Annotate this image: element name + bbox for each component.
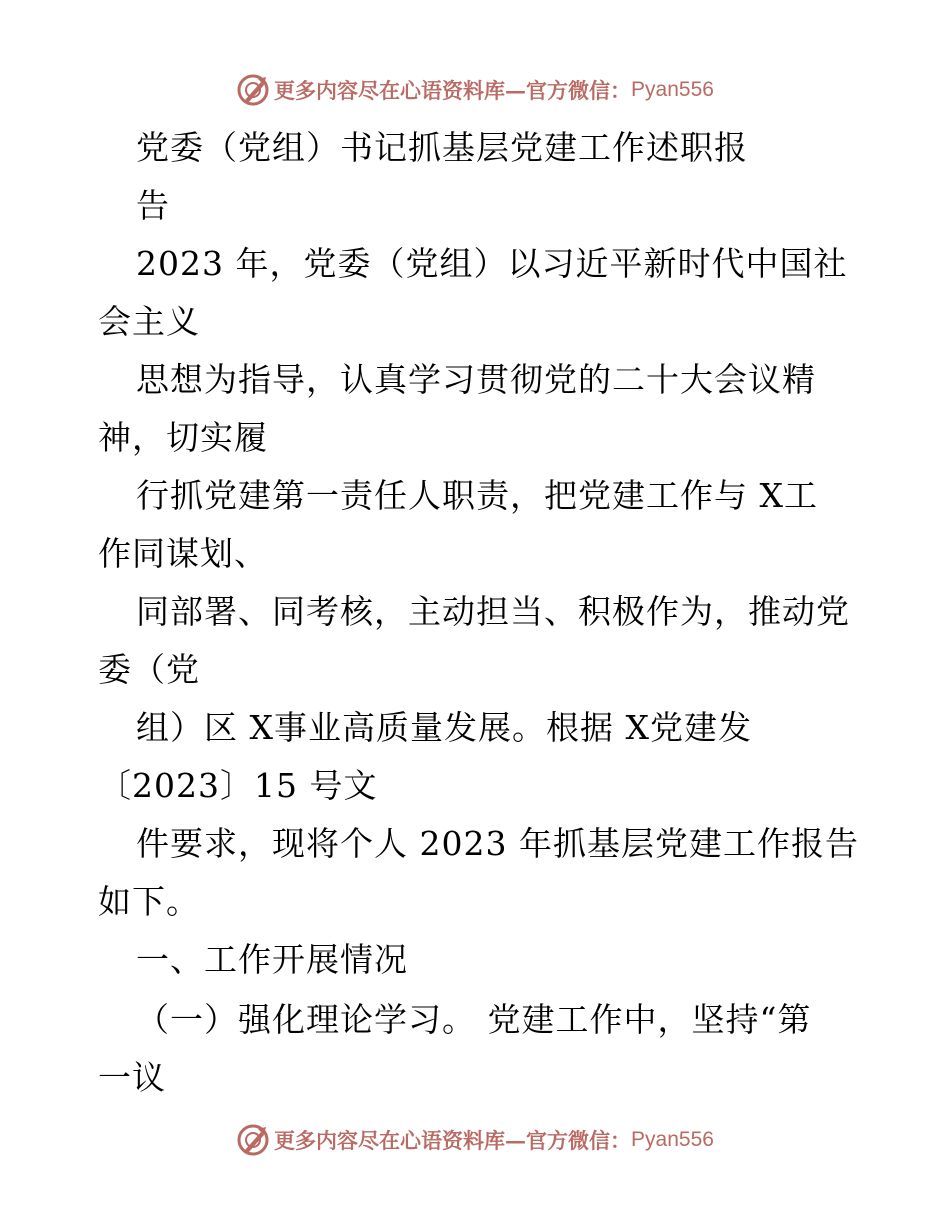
doc-text-line: 会主义 (98, 302, 200, 341)
doc-text-line: 神，切实履 (98, 418, 268, 457)
doc-text-line: 行抓党建第一责任人职责，把党建工作与 X工 (136, 476, 818, 515)
logo-icon (236, 1123, 270, 1157)
doc-text-line: 如下。 (98, 882, 200, 921)
doc-text-line: 〔2023〕15 号文 (98, 766, 378, 805)
doc-text-line: （一）强化理论学习。 党建工作中，坚持“第 (136, 1000, 812, 1039)
doc-text-line: 思想为指导，认真学习贯彻党的二十大会议精 (136, 360, 816, 399)
watermark-text: 更多内容尽在心语资料库—官方微信： (274, 78, 632, 103)
doc-text-line: 委（党 (98, 650, 200, 689)
doc-text-line: 一议 (98, 1058, 166, 1097)
doc-text-line: 作同谋划、 (98, 534, 268, 573)
doc-title-line: 告 (136, 186, 170, 225)
footer-watermark (0, 1120, 950, 1160)
doc-text-line: 组）区 X事业高质量发展。根据 X党建发 (136, 708, 752, 747)
watermark-wechat-id: Pyan556 (631, 78, 714, 101)
doc-title-line: 党委（党组）书记抓基层党建工作述职报 (136, 128, 748, 167)
doc-text-line: 同部署、同考核，主动担当、积极作为，推动党 (136, 592, 850, 631)
watermark-wechat-id: Pyan556 (631, 1128, 714, 1151)
doc-text-line: 2023 年，党委（党组）以习近平新时代中国社 (136, 244, 848, 283)
section-heading: 一、工作开展情况 (136, 940, 408, 979)
watermark-text: 更多内容尽在心语资料库—官方微信： (274, 1128, 632, 1153)
doc-text-line: 件要求，现将个人 2023 年抓基层党建工作报告 (136, 824, 859, 863)
